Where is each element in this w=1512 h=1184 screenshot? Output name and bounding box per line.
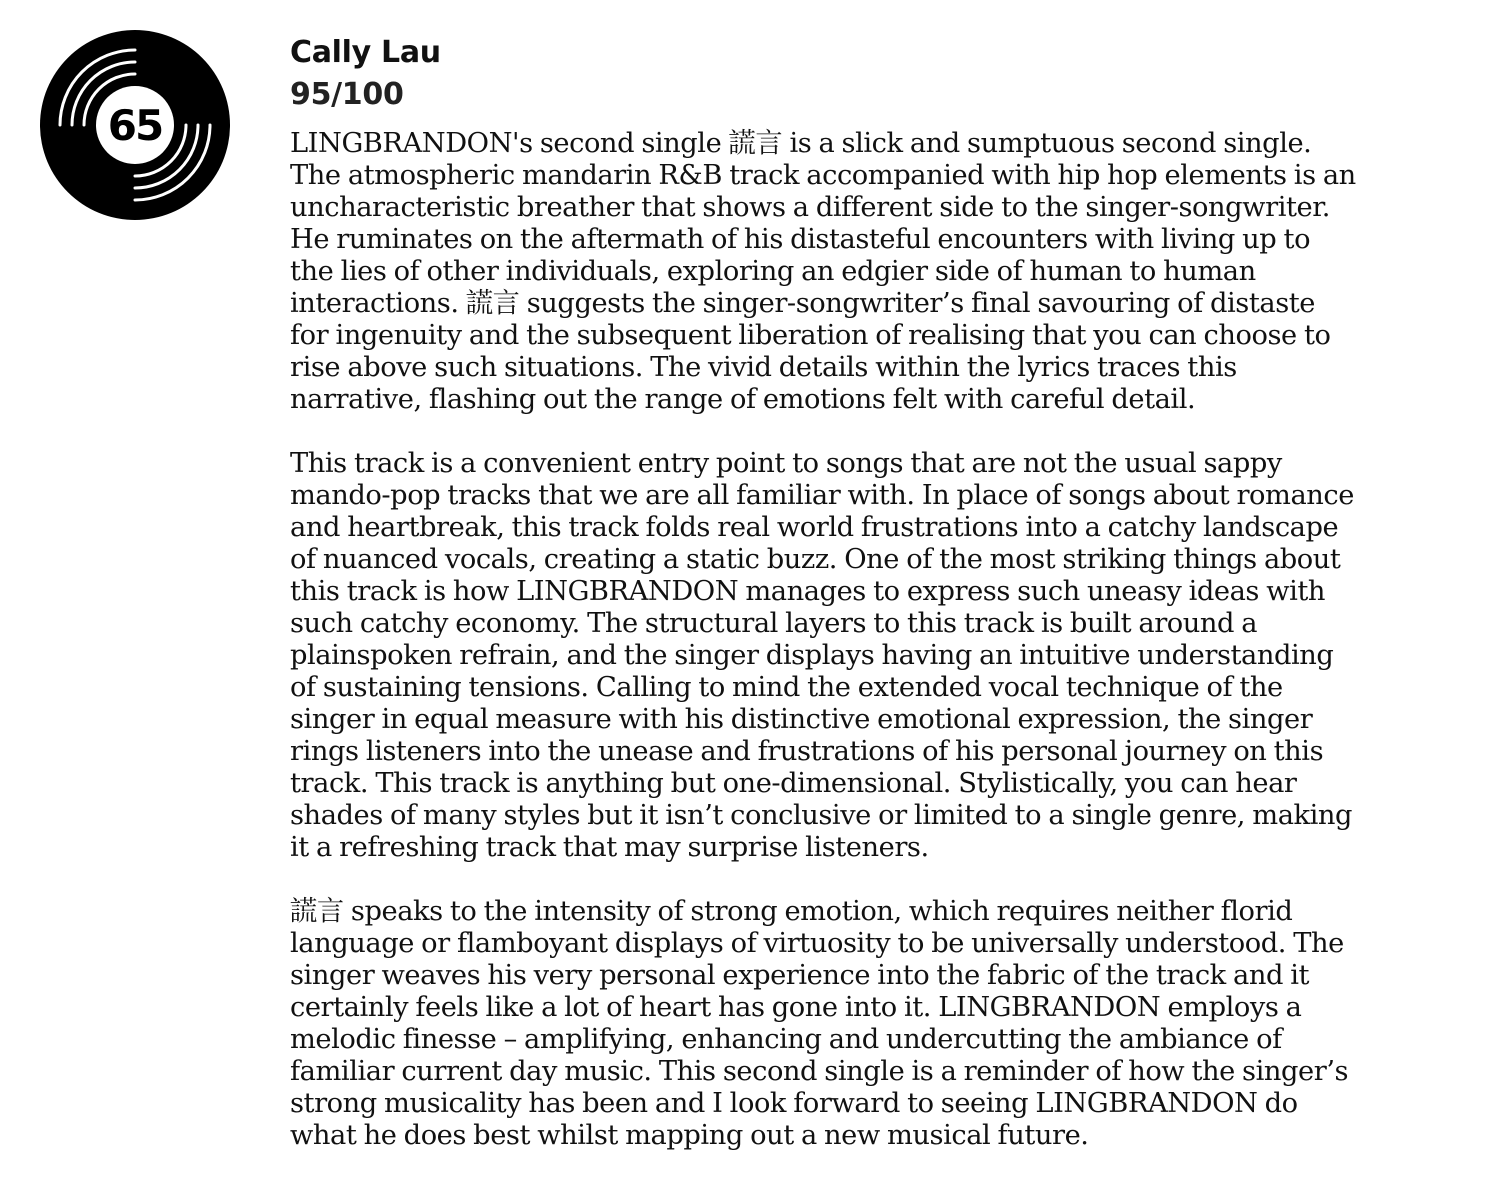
paragraph-line: rise above such situations. The vivid details within the lyrics traces this — [290, 352, 1237, 383]
paragraph-line: singer weaves his very personal experience into the fabric of the track and it — [290, 960, 1309, 991]
vinyl-record-logo-icon — [40, 30, 230, 220]
paragraph-line: of sustaining tensions. Calling to mind the extended vocal technique of the — [290, 672, 1283, 703]
review-content — [290, 32, 1490, 1184]
paragraph-line: it a refreshing track that may surprise listeners. — [290, 832, 929, 863]
badge-number: 65 — [107, 101, 163, 150]
review-score: 95/100 — [290, 77, 404, 112]
paragraph-line: interactions. 謊言 suggests the singer-songwriter’s final savouring of distaste — [290, 288, 1315, 319]
paragraph-line: mando-pop tracks that we are all familiar with. In place of songs about romance — [290, 480, 1354, 511]
paragraph-line: such catchy economy. The structural layers to this track is built around a — [290, 608, 1258, 639]
paragraph-line: rings listeners into the unease and frustrations of his personal journey on this — [290, 736, 1324, 767]
paragraph-line: singer in equal measure with his distinctive emotional expression, the singer — [290, 704, 1313, 735]
paragraph-line: shades of many styles but it isn’t conclusive or limited to a single genre, making — [290, 800, 1353, 831]
review-paragraph — [290, 128, 1490, 416]
review-paragraph — [290, 448, 1490, 864]
paragraph-line: He ruminates on the aftermath of his distasteful encounters with living up to — [290, 224, 1311, 255]
paragraph-line: what he does best whilst mapping out a new musical future. — [290, 1120, 1089, 1151]
paragraph-line: familiar current day music. This second single is a reminder of how the singer’s — [290, 1056, 1349, 1087]
paragraph-line: certainly feels like a lot of heart has gone into it. LINGBRANDON employs a — [290, 992, 1302, 1023]
review-paragraph — [290, 896, 1490, 1152]
paragraph-line: The atmospheric mandarin R&B track accompanied with hip hop elements is an — [290, 160, 1356, 191]
paragraph-line: for ingenuity and the subsequent liberation of realising that you can choose to — [290, 320, 1331, 351]
paragraph-line: track. This track is anything but one-dimensional. Stylistically, you can hear — [290, 768, 1297, 799]
paragraph-line: this track is how LINGBRANDON manages to express such uneasy ideas with — [290, 576, 1326, 607]
paragraph-line: narrative, flashing out the range of emotions felt with careful detail. — [290, 384, 1196, 415]
paragraph-line: language or flamboyant displays of virtuosity to be universally understood. The — [290, 928, 1344, 959]
paragraph-line: plainspoken refrain, and the singer displays having an intuitive understanding — [290, 640, 1334, 671]
paragraph-line: and heartbreak, this track folds real world frustrations into a catchy landscape — [290, 512, 1339, 543]
paragraph-line: the lies of other individuals, exploring an edgier side of human to human — [290, 256, 1256, 287]
paragraph-line: LINGBRANDON's second single 謊言 is a slick and sumptuous second single. — [290, 128, 1312, 159]
paragraph-line: 謊言 speaks to the intensity of strong emotion, which requires neither florid — [290, 896, 1293, 927]
paragraph-line: uncharacteristic breather that shows a different side to the singer-songwriter. — [290, 192, 1331, 223]
paragraph-line: strong musicality has been and I look forward to seeing LINGBRANDON do — [290, 1088, 1298, 1119]
paragraph-line: of nuanced vocals, creating a static buzz. One of the most striking things about — [290, 544, 1341, 575]
reviewer-name: Cally Lau — [290, 35, 441, 70]
paragraph-line: This track is a convenient entry point to songs that are not the usual sappy — [290, 448, 1282, 479]
paragraph-line: melodic finesse – amplifying, enhancing and undercutting the ambiance of — [290, 1024, 1282, 1055]
